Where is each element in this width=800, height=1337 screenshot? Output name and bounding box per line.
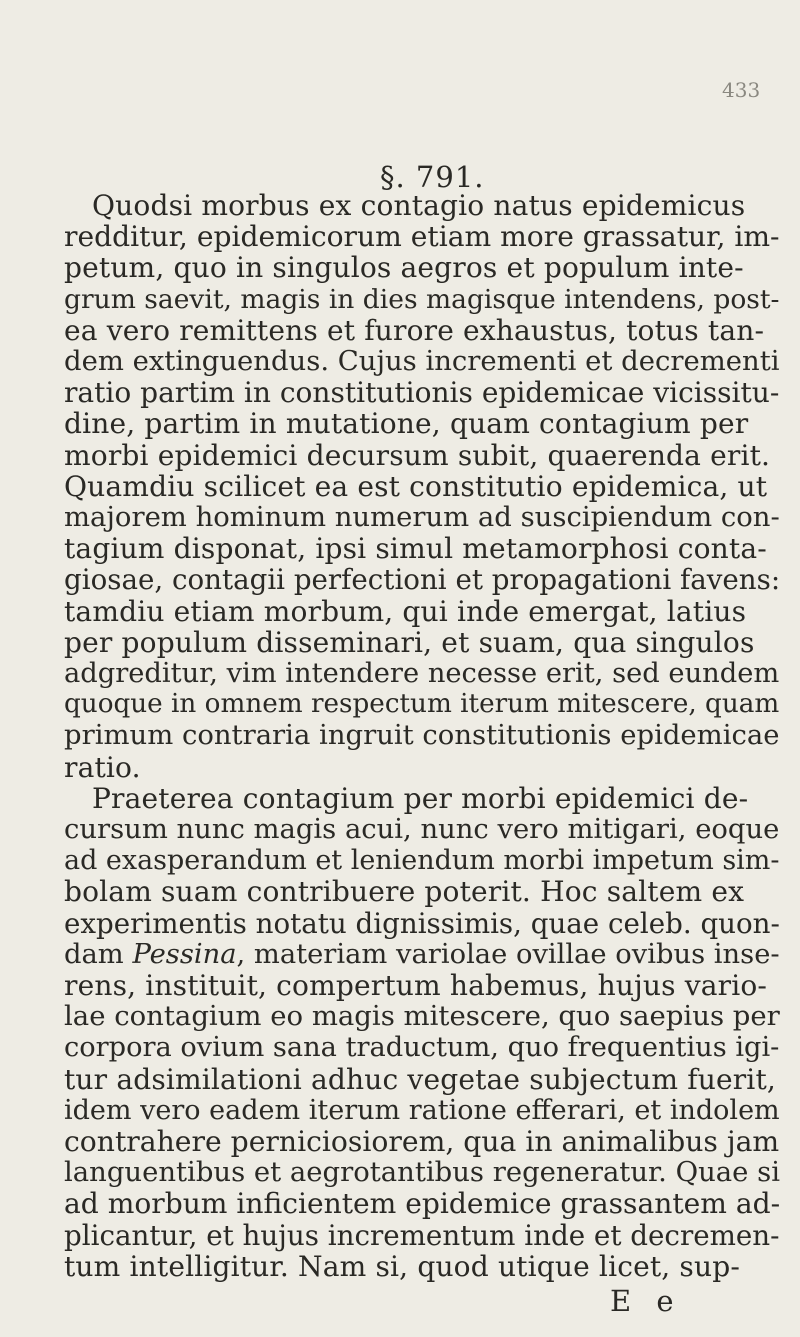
- text-line: grum saevit, magis in dies magisque intendens, post-: [64, 283, 780, 315]
- text-line: plicantur, et hujus incrementum inde et decremen-: [64, 1218, 780, 1252]
- text-line: tum intelligitur. Nam si, quod utique licet, sup-: [64, 1249, 740, 1283]
- page-number: 433: [722, 78, 761, 102]
- text-line: giosae, contagii perfectioni et propagationi favens:: [64, 563, 781, 597]
- text-line: [64, 939, 780, 970]
- signature-mark: E e: [610, 1284, 682, 1318]
- italic-name: Pessina: [132, 938, 237, 970]
- text-line: majorem hominum numerum ad suscipiendum con-: [64, 502, 780, 533]
- text-line: tur adsimilationi adhuc vegetae subjectum fuerit,: [64, 1062, 776, 1096]
- text-line: bolam suam contribuere poterit. Hoc saltem ex: [64, 875, 745, 909]
- section-heading: §. 791.: [380, 160, 485, 194]
- text-line: lae contagium eo magis mitescere, quo saepius per: [64, 1000, 780, 1033]
- text-line: rens, instituit, compertum habemus, hujus vario-: [64, 969, 768, 1002]
- text-line: contrahere perniciosiorem, qua in animalibus jam: [64, 1125, 780, 1158]
- text-line: Quamdiu scilicet ea est constitutio epidemica, ut: [64, 469, 768, 503]
- text-line: quoque in omnem respectum iterum mitescere, quam: [64, 689, 780, 720]
- text-fragment: dam: [64, 938, 133, 970]
- text-line: ad exasperandum et leniendum morbi impetum sim-: [64, 845, 780, 877]
- text-line: cursum nunc magis acui, nunc vero mitigari, eoque: [64, 814, 780, 845]
- text-line: Praeterea contagium per morbi epidemici de-: [92, 781, 749, 815]
- text-line: tagium disponat, ipsi simul metamorphosi conta-: [64, 532, 767, 566]
- text-line: dem extinguendus. Cujus incrementi et decrementi: [64, 346, 780, 377]
- text-line: Quodsi morbus ex contagio natus epidemicus: [92, 189, 746, 222]
- text-line: morbi epidemici decursum subit, quaerenda erit.: [64, 438, 771, 472]
- text-line: languentibus et aegrotantibus regeneratur. Quae si: [64, 1157, 780, 1189]
- text-line: ea vero remittens et furore exhaustus, totus tan-: [64, 313, 765, 347]
- text-line: corpora ovium sana traductum, quo frequentius igi-: [64, 1032, 780, 1064]
- text-line: ratio.: [64, 750, 141, 784]
- text-line: tamdiu etiam morbum, qui inde emergat, latius: [64, 594, 747, 628]
- text-line: ratio partim in constitutionis epidemicae vicissitu-: [64, 376, 780, 410]
- text-line: adgreditur, vim intendere necesse erit, sed eundem: [64, 658, 780, 689]
- text-line: petum, quo in singulos aegros et populum inte-: [64, 251, 744, 285]
- text-line: dine, partim in mutatione, quam contagium per: [64, 407, 749, 441]
- text-fragment: , materiam variolae ovillae ovibus inse-: [236, 938, 780, 970]
- text-line: per populum disseminari, et suam, qua singulos: [64, 625, 755, 659]
- text-line: redditur, epidemicorum etiam more grassatur, im-: [64, 220, 780, 254]
- text-line: idem vero eadem iterum ratione efferari, et indolem: [64, 1094, 780, 1126]
- text-line: ad morbum inficientem epidemice grassantem ad-: [64, 1187, 781, 1221]
- text-line: experimentis notatu dignissimis, quae celeb. quon-: [64, 906, 780, 940]
- text-line: primum contraria ingruit constitutionis epidemicae: [64, 720, 780, 752]
